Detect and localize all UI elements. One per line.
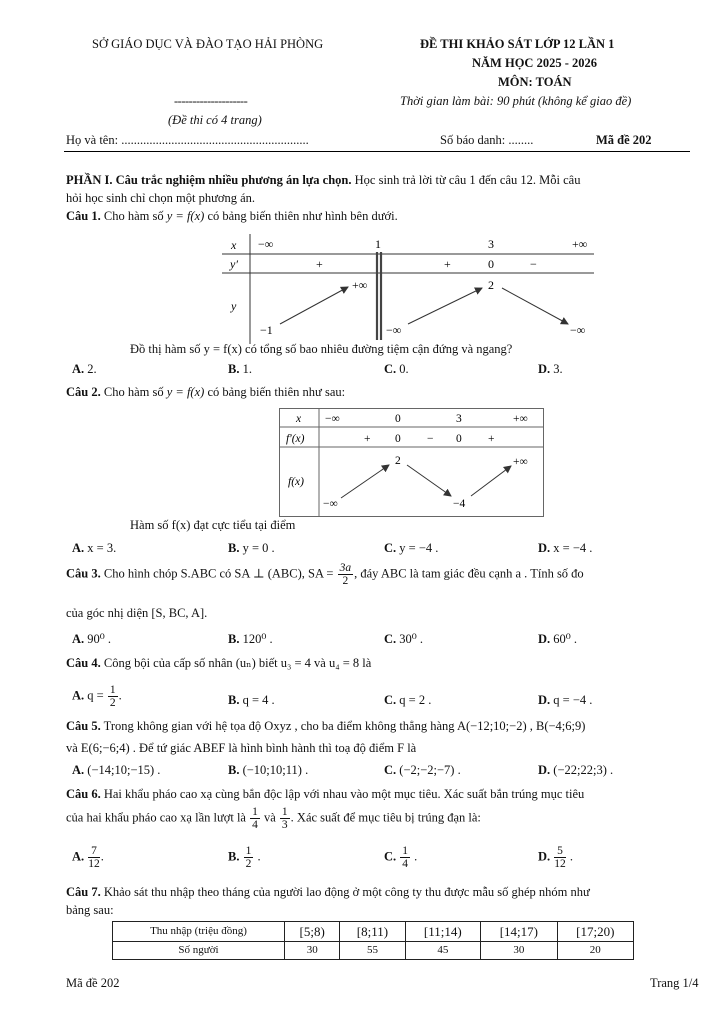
q2-sign-1: + — [364, 433, 371, 445]
q1-y-label: y — [231, 299, 237, 313]
q2-fp-label: f′(x) — [286, 433, 305, 445]
exam-title: ĐỀ THI KHẢO SÁT LỚP 12 LẦN 1 — [420, 37, 615, 51]
q7-table-row-count — [113, 942, 634, 960]
q5-label: Câu 5. — [66, 719, 101, 733]
q3-options — [0, 631, 725, 649]
q1-yp-label: y′ — [230, 257, 238, 271]
q2-sign-3: + — [488, 433, 495, 445]
q2-option-c[interactable]: C. y = −4 . — [384, 541, 439, 555]
q4-label: Câu 4. — [66, 656, 101, 670]
part1-instruction-2: hỏi học sinh chỉ chọn một phương án. — [66, 191, 256, 205]
question-5: Câu 5. Trong không gian với hệ tọa độ Oxyz , cho ba điểm không thẳng hàng A(−12;10;−2) , B(−4;6;9) — [66, 719, 586, 733]
q7-count: 30 — [285, 942, 340, 960]
q7-interval: [11;14) — [405, 922, 481, 942]
q6-text-2: của hai khẩu pháo cao xạ lần lượt là $\frac{1}{4}$ và $\frac{1}{3}$ . Xác suất để mục tiêu bị trúng đạn là: — [66, 806, 481, 832]
question-4: Câu 4. Công bội của cấp số nhân (uₙ) biết u₃ = 4 và u₄ = 8 là — [66, 656, 372, 670]
q1-x-label: x — [231, 238, 237, 252]
q1-x-pos-inf: +∞ — [572, 237, 588, 251]
q1-y-start: −1 — [260, 323, 273, 337]
q2-sign-2: − — [427, 433, 434, 445]
q1-x-3: 3 — [488, 237, 494, 251]
header-divider — [64, 151, 690, 152]
q5-text-2: và E(6;−6;4) . Để tứ giác ABEF là hình bình hành thì toạ độ điểm F là — [66, 741, 417, 755]
q1-y-end: −∞ — [570, 323, 586, 337]
header-dashes: -------------------- — [174, 94, 248, 108]
q7-count: 20 — [557, 942, 633, 960]
q1-option-d[interactable]: D. 3. — [538, 362, 563, 376]
q2-option-a[interactable]: A. x = 3. — [72, 541, 117, 555]
part1-title: PHẦN I. Câu trắc nghiệm nhiều phương án lựa chọn. — [66, 173, 352, 187]
q1-arrow-up-2 — [408, 288, 482, 324]
q1-question: Đồ thị hàm số y = f(x) có tổng số bao nhiêu đường tiệm cận đứng và ngang? — [130, 342, 513, 356]
q1-option-a[interactable]: A. 2. — [72, 362, 97, 376]
q7-count: 30 — [481, 942, 557, 960]
q1-y-right-start: −∞ — [386, 323, 402, 337]
q2-f-min: −4 — [453, 498, 466, 510]
q5-option-d[interactable]: D. (−22;22;3) . — [538, 763, 614, 777]
q2-x-neg-inf: −∞ — [325, 413, 340, 425]
school-year: NĂM HỌC 2025 - 2026 — [472, 56, 597, 70]
q6-option-c[interactable]: C. $\frac{1}{4}$ . — [384, 845, 418, 871]
q1-text-post: có bảng biến thiên như hình bên dưới. — [204, 209, 398, 223]
subject: MÔN: TOÁN — [498, 75, 572, 89]
q1-func: y = f(x) — [166, 209, 205, 223]
q7-count: 45 — [405, 942, 481, 960]
part1-instruction: Học sinh trả lời từ câu 1 đến câu 12. Mỗi câu — [351, 173, 581, 187]
time-note: Thời gian làm bài: 90 phút (không kể giao đề) — [400, 94, 632, 108]
q2-option-d[interactable]: D. x = −4 . — [538, 541, 593, 555]
q1-option-c[interactable]: C. 0. — [384, 362, 409, 376]
q7-interval: [17;20) — [557, 922, 633, 942]
question-6: Câu 6. Hai khẩu pháo cao xạ cùng bắn độc lập với nhau vào một mục tiêu. Xác suất bắn trúng mục tiêu — [66, 787, 585, 801]
q3-option-c[interactable]: C. 30⁰ . — [384, 632, 424, 646]
q7-interval: [5;8) — [285, 922, 340, 942]
q1-sign-plus-2: + — [444, 257, 451, 271]
name-field: Họ và tên: ............................................................ — [66, 133, 309, 147]
q2-zero-1: 0 — [395, 433, 401, 445]
candidate-number: Số báo danh: ........ — [440, 133, 534, 147]
q6-options — [0, 845, 725, 879]
q3-label: Câu 3. — [66, 566, 101, 581]
q2-zero-2: 0 — [456, 433, 462, 445]
q3-option-b[interactable]: B. 120⁰ . — [228, 632, 273, 646]
question-2: Câu 2. Cho hàm số y = f(x) có bảng biến thiên như sau: — [66, 385, 346, 399]
q7-table-row-income — [113, 922, 634, 942]
q4-option-c[interactable]: C. q = 2 . — [384, 693, 432, 707]
q2-f-label: f(x) — [288, 476, 304, 488]
q4-options — [0, 684, 725, 714]
q3-text-2: của góc nhị diện [S, BC, A]. — [66, 606, 208, 620]
q1-arrow-up-1 — [280, 287, 348, 324]
question-7: Câu 7. Khảo sát thu nhập theo tháng của người lao động ở một công ty thu được mẫu số ghép nhóm như — [66, 885, 590, 899]
q1-sign-minus: − — [530, 257, 537, 271]
q1-x-1: 1 — [375, 237, 381, 251]
q1-variation-table — [222, 234, 602, 344]
q6-option-b[interactable]: B. $\frac{1}{2}$ . — [228, 845, 261, 871]
q1-x-neg-inf: −∞ — [258, 237, 274, 251]
q1-sign-plus-1: + — [316, 257, 323, 271]
q2-option-b[interactable]: B. y = 0 . — [228, 541, 275, 555]
pages-note: (Đề thi có 4 trang) — [168, 113, 262, 127]
q3-option-a[interactable]: A. 90⁰ . — [72, 632, 112, 646]
q2-arrow-up-1 — [341, 465, 389, 498]
q3-option-d[interactable]: D. 60⁰ . — [538, 632, 578, 646]
q6-option-d[interactable]: D. $\frac{5}{12}$ . — [538, 845, 574, 871]
q2-x-0: 0 — [395, 413, 401, 425]
q2-f-max: 2 — [395, 455, 401, 467]
q2-x-pos-inf: +∞ — [513, 413, 528, 425]
q7-text-2: bảng sau: — [66, 903, 114, 917]
q1-text: Cho hàm số — [100, 209, 167, 223]
q2-x-3: 3 — [456, 413, 462, 425]
q7-count-header: Số người — [113, 942, 285, 960]
q5-options — [0, 762, 725, 780]
q7-income-header: Thu nhập (triệu đồng) — [113, 922, 285, 942]
q5-option-b[interactable]: B. (−10;10;11) . — [228, 763, 309, 777]
footer-page-number: Trang 1/4 — [650, 976, 699, 990]
q4-option-b[interactable]: B. q = 4 . — [228, 693, 275, 707]
q2-arrow-down — [407, 465, 451, 496]
q1-y-left-top: +∞ — [352, 278, 368, 292]
question-1 — [66, 208, 398, 225]
q2-question: Hàm số f(x) đạt cực tiểu tại điểm — [130, 518, 296, 532]
q1-label: Câu 1. — [66, 209, 101, 223]
part1-intro — [66, 172, 696, 189]
q2-x-label: x — [296, 413, 302, 425]
q3-fraction: $\frac{3a}{2}$ — [339, 562, 352, 588]
q2-f-start: −∞ — [323, 498, 338, 510]
q5-option-a[interactable]: A. (−14;10;−15) . — [72, 763, 161, 777]
q1-options — [0, 361, 725, 379]
question-3: Câu 3. Cho hình chóp S.ABC có SA ⊥ (ABC), SA = $\frac{3a}{2}$ , đáy ABC là tam giác đều cạnh a . Tính số đo — [66, 562, 584, 588]
footer-exam-code: Mã đề 202 — [66, 976, 120, 990]
q2-variation-table — [279, 408, 545, 518]
q6-label: Câu 6. — [66, 787, 101, 801]
q2-arrow-up-2 — [471, 466, 511, 496]
q2-f-end: +∞ — [513, 456, 528, 468]
q1-option-b[interactable]: B. 1. — [228, 362, 252, 376]
exam-code: Mã đề 202 — [596, 133, 652, 147]
q7-label: Câu 7. — [66, 885, 101, 899]
q1-zero: 0 — [488, 257, 494, 271]
q4-option-d[interactable]: D. q = −4 . — [538, 693, 593, 707]
q5-option-c[interactable]: C. (−2;−2;−7) . — [384, 763, 461, 777]
q7-interval: [8;11) — [340, 922, 405, 942]
q1-y-max: 2 — [488, 278, 494, 292]
q7-count: 55 — [340, 942, 405, 960]
q1-arrow-down — [502, 288, 568, 324]
q2-label: Câu 2. — [66, 385, 101, 399]
q6-option-a[interactable]: A. $\frac{7}{12}$ . — [72, 845, 104, 871]
q4-option-a[interactable]: A. q = $\frac{1}{2}$ . — [72, 684, 122, 710]
q7-frequency-table — [112, 921, 634, 960]
q2-options — [0, 540, 725, 558]
department-name: SỞ GIÁO DỤC VÀ ĐÀO TẠO HẢI PHÒNG — [92, 37, 324, 51]
q7-interval: [14;17) — [481, 922, 557, 942]
